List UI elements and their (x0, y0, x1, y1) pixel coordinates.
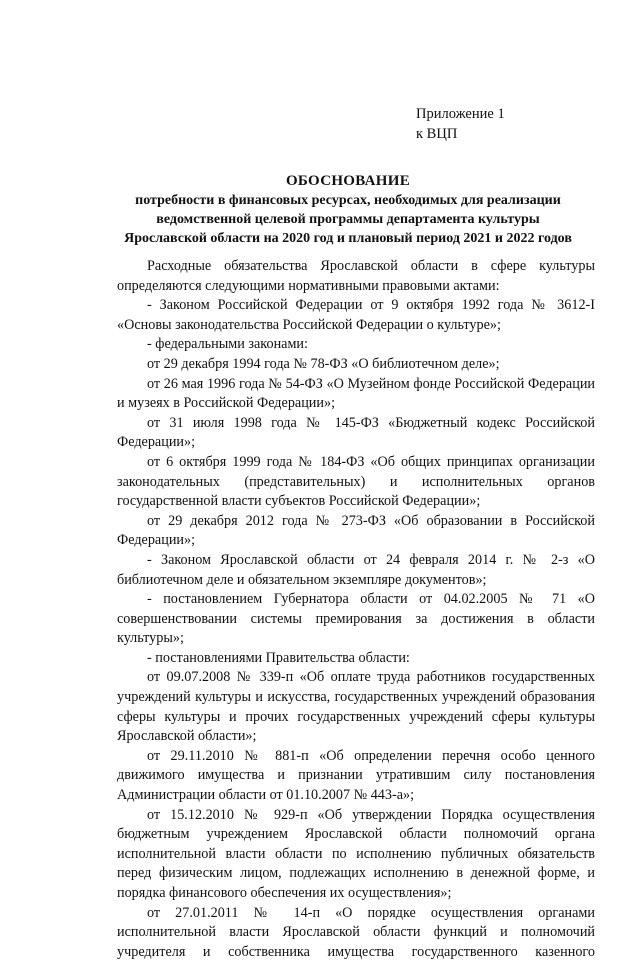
paragraph: от 15.12.2010 № 929-п «Об утверждении Порядка осуществления бюджетным учреждением Ярославской области полномочий органа исполнительной власти области по исполнению публичных обязательств перед физическим лицом, подлежащих исполнению в денежной форме, и порядка финансового обеспечения их осуществления»; (117, 806, 595, 901)
paragraph: от 29 декабря 2012 года № 273-ФЗ «Об образовании в Российской Федерации»; (117, 512, 595, 549)
document-title: ОБОСНОВАНИЕ (285, 173, 411, 189)
paragraph: от 31 июля 1998 года № 145-ФЗ «Бюджетный кодекс Российской Федерации»; (117, 414, 595, 451)
paragraph: от 29.11.2010 № 881-п «Об определении перечня особо ценного движимого имущества и признании утратившим силу постановления Администрации области от 01.10.2007 № 443-а»; (117, 747, 595, 804)
paragraph: - федеральными законами: (147, 336, 308, 353)
paragraph: от 27.01.2011 № 14-п «О порядке осуществления органами исполнительной власти Ярославской области функций и полномочий учредителя и собственника имущества государственного казенного (117, 904, 595, 960)
appendix-label (416, 104, 505, 144)
paragraph: Расходные обязательства Ярославской области в сфере культуры определяются следующими нормативными правовыми актами: (117, 258, 595, 294)
document-heading (106, 172, 590, 248)
paragraph: от 29 декабря 1994 года № 78-ФЗ «О библиотечном деле»; (147, 355, 500, 372)
paragraph: - постановлениями Правительства области: (147, 649, 410, 666)
paragraph: - постановлением Губернатора области от 04.02.2005 № 71 «О совершенствовании системы премирования за достижения в области культуры»; (117, 591, 595, 647)
paragraph: - Законом Ярославской области от 24 февраля 2014 г. № 2-з «О библиотечном деле и обязательном экземпляре документов»; (117, 551, 595, 588)
paragraph: от 6 октября 1999 года № 184-ФЗ «Об общих принципах организации законодательных (представительных) и исполнительных органов государственной власти субъектов Российской Федерации»; (117, 453, 595, 510)
paragraph: от 09.07.2008 № 339-п «Об оплате труда работников государственных учреждений культуры и искусства, государственных учреждений образования сферы культуры и прочих государственных учреждений сферы культуры Ярославской области»; (117, 669, 595, 745)
appendix-number: Приложение 1 (416, 106, 505, 122)
appendix-reference: к ВЦП (416, 126, 458, 142)
paragraph: от 26 мая 1996 года № 54-ФЗ «О Музейном фонде Российской Федерации и музеях в Российской Федерации»; (117, 375, 595, 412)
heading-line-2: ведомственной целевой программы департамента культуры (156, 212, 540, 227)
paragraph: - Законом Российской Федерации от 9 октября 1992 года № 3612-I «Основы законодательства Российской Федерации о культуре»; (117, 297, 595, 333)
heading-line-3: Ярославской области на 2020 год и плановый период 2021 и 2022 годов (124, 231, 572, 246)
document-body (117, 257, 595, 962)
heading-line-1: потребности в финансовых ресурсах, необходимых для реализации (135, 193, 561, 208)
